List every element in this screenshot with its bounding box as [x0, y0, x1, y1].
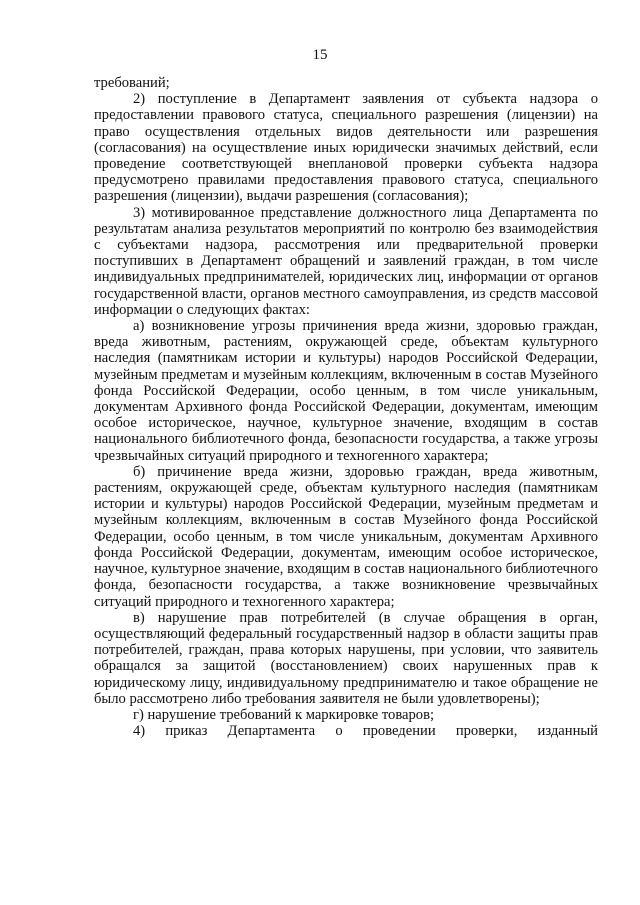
paragraph-item-2: 2) поступление в Департамент заявления от субъекта надзора о предоставлении правового статуса, специального разрешения (лицензии) на право осуществления отдельных видов деятельности или разрешения (согласования) на осуществление иных юридически значимых действий, если проведение соответствующей внеплановой проверки субъекта надзора предусмотрено правилами предоставления правового статуса, специального разрешения (лицензии), выдачи разрешения (согласования); [94, 91, 598, 205]
paragraph-subitem-a: а) возникновение угрозы причинения вреда жизни, здоровью граждан, вреда животным, растениям, окружающей среде, объектам культурного наследия (памятникам истории и культуры) народов Российской Федерации, музейным предметам и музейным коллекциям, включенным в состав Музейного фонда Российской Федерации, особо ценным, в том числе уникальным, документам Архивного фонда Российской Федерации, документам, имеющим особое историческое, научное, культурное значение, входящим в состав национального библиотечного фонда, безопасности государства, а также угрозы чрезвычайных ситуаций природного и техногенного характера; [94, 318, 598, 464]
paragraph-subitem-b: б) причинение вреда жизни, здоровью граждан, вреда животным, растениям, окружающей среде, объектам культурного наследия (памятникам истории и культуры) народов Российской Федерации, музейным предметам и музейным коллекциям, включенным в состав Музейного фонда Российской Федерации, особо ценным, в том числе уникальным, документам Архивного фонда Российской Федерации, документам, имеющим особое историческое, научное, культурное значение, входящим в состав национального библиотечного фонда, безопасности государства, а также возникновение чрезвычайных ситуаций природного и техногенного характера; [94, 463, 598, 610]
page-number: 15 [312, 47, 328, 63]
paragraph-subitem-v: в) нарушение прав потребителей (в случае обращения в орган, осуществляющий федеральный государственный надзор в области защиты прав потребителей, граждан, права которых нарушены, при условии, что заявитель обращался за защитой (восстановлением) своих нарушенных прав к юридическому лицу, индивидуальному предпринимателю и такое обращение не было рассмотрено либо требования заявителя не были удовлетворены); [94, 609, 598, 707]
paragraph-continuation: требований; [94, 75, 170, 91]
document-body [94, 75, 598, 739]
paragraph-item-4: 4) приказ Департамента о проведении проверки, изданный [133, 723, 598, 740]
paragraph-item-3: 3) мотивированное представление должностного лица Департамента по результатам анализа результатов мероприятий по контролю без взаимодействия с субъектами надзора, рассмотрения или предварительной проверки поступивших в Департамент обращений и заявлений граждан, в том числе индивидуальных предпринимателей, юридических лиц, информации от органов государственной власти, органов местного самоуправления, из средств массовой информации о следующих фактах: [94, 204, 598, 318]
paragraph-subitem-g: г) нарушение требований к маркировке товаров; [133, 706, 435, 723]
